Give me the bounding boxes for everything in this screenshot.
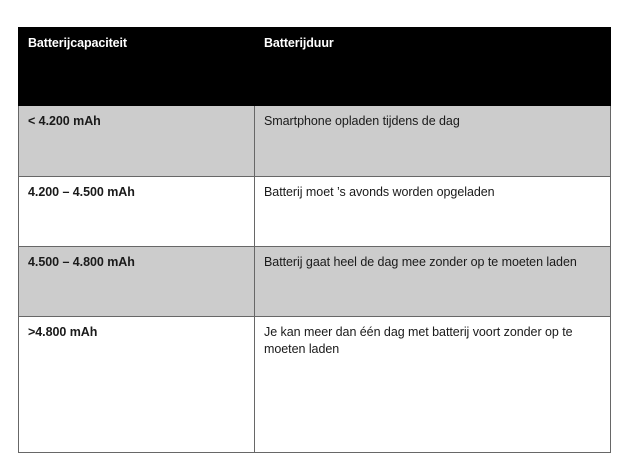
- cell-capacity: [19, 317, 255, 453]
- table-header: [19, 28, 611, 106]
- duration-value: Smartphone opladen tijdens de dag: [264, 114, 460, 128]
- table-row: [19, 177, 611, 247]
- capacity-value: < 4.200 mAh: [28, 114, 101, 128]
- table-row: [19, 106, 611, 177]
- column-header-capacity-label: Batterijcapaciteit: [28, 36, 127, 50]
- table-header-row: [19, 28, 611, 106]
- capacity-value: >4.800 mAh: [28, 325, 98, 339]
- column-header-capacity: [19, 28, 255, 106]
- duration-value: Batterij moet ’s avonds worden opgeladen: [264, 185, 495, 199]
- column-header-duration: [255, 28, 611, 106]
- cell-duration: [255, 247, 611, 317]
- table-row: [19, 247, 611, 317]
- capacity-value: 4.200 – 4.500 mAh: [28, 185, 135, 199]
- duration-value: Je kan meer dan één dag met batterij voort zonder op te moeten laden: [264, 325, 573, 356]
- table-body: [19, 106, 611, 453]
- cell-duration: [255, 177, 611, 247]
- table-row: [19, 317, 611, 453]
- capacity-value: 4.500 – 4.800 mAh: [28, 255, 135, 269]
- column-header-duration-label: Batterijduur: [264, 36, 334, 50]
- cell-capacity: [19, 247, 255, 317]
- battery-capacity-table: [18, 27, 611, 453]
- cell-duration: [255, 106, 611, 177]
- duration-value: Batterij gaat heel de dag mee zonder op te moeten laden: [264, 255, 577, 269]
- cell-duration: [255, 317, 611, 453]
- cell-capacity: [19, 177, 255, 247]
- cell-capacity: [19, 106, 255, 177]
